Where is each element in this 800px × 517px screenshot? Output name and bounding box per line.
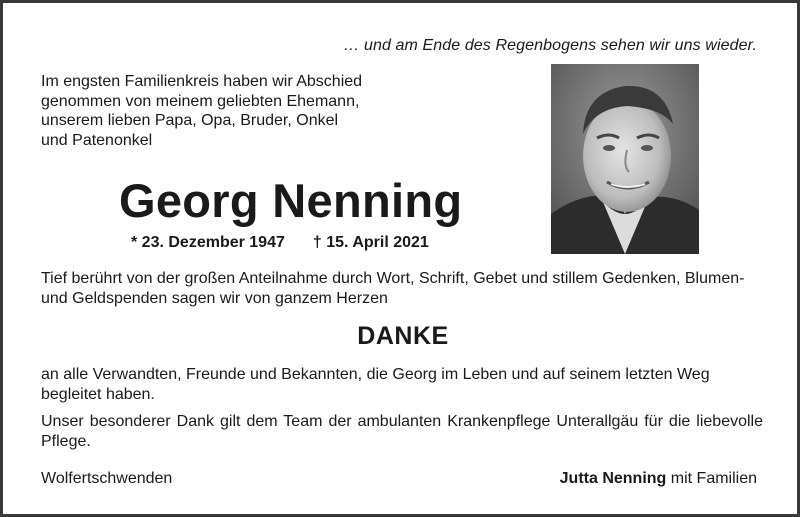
intro-line: unserem lieben Papa, Opa, Bruder, Onkel — [41, 112, 339, 129]
death-date: † 15. April 2021 — [312, 234, 429, 251]
signature-name: Jutta Nenning — [559, 470, 667, 487]
portrait-photo — [551, 64, 699, 254]
intro-line: genommen von meinem geliebten Ehemann, — [41, 92, 360, 110]
quote-line: … und am Ende des Regenbogens sehen wir uns wieder. — [343, 37, 757, 54]
intro-text — [41, 72, 461, 150]
special-thanks: Unser besonderer Dank gilt dem Team der ambulanten Krankenpflege Unterallgäu für die liebevolle Pflege. — [41, 413, 763, 450]
signature — [560, 470, 757, 488]
thanks-intro: Tief berührt von der großen Anteilnahme durch Wort, Schrift, Gebet und stillem Gedenken, Blumen- und Geldspenden sagen wir von ganzem Herzen — [41, 270, 745, 307]
thanks-body: an alle Verwandten, Freunde und Bekannten, die Georg im Leben und auf seinem letzten Weg begleitet haben. — [41, 366, 710, 403]
deceased-name: Georg Nenning — [119, 174, 463, 227]
life-dates — [131, 234, 429, 252]
thanks-heading: DANKE — [357, 322, 449, 350]
birth-date: * 23. Dezember 1947 — [131, 234, 285, 251]
intro-line: und Patenonkel — [41, 131, 153, 149]
signature-suffix: mit Familien — [670, 470, 757, 487]
intro-line: Im engsten Familienkreis haben wir Abschied — [41, 73, 363, 90]
place-name: Wolfertschwenden — [41, 470, 173, 487]
